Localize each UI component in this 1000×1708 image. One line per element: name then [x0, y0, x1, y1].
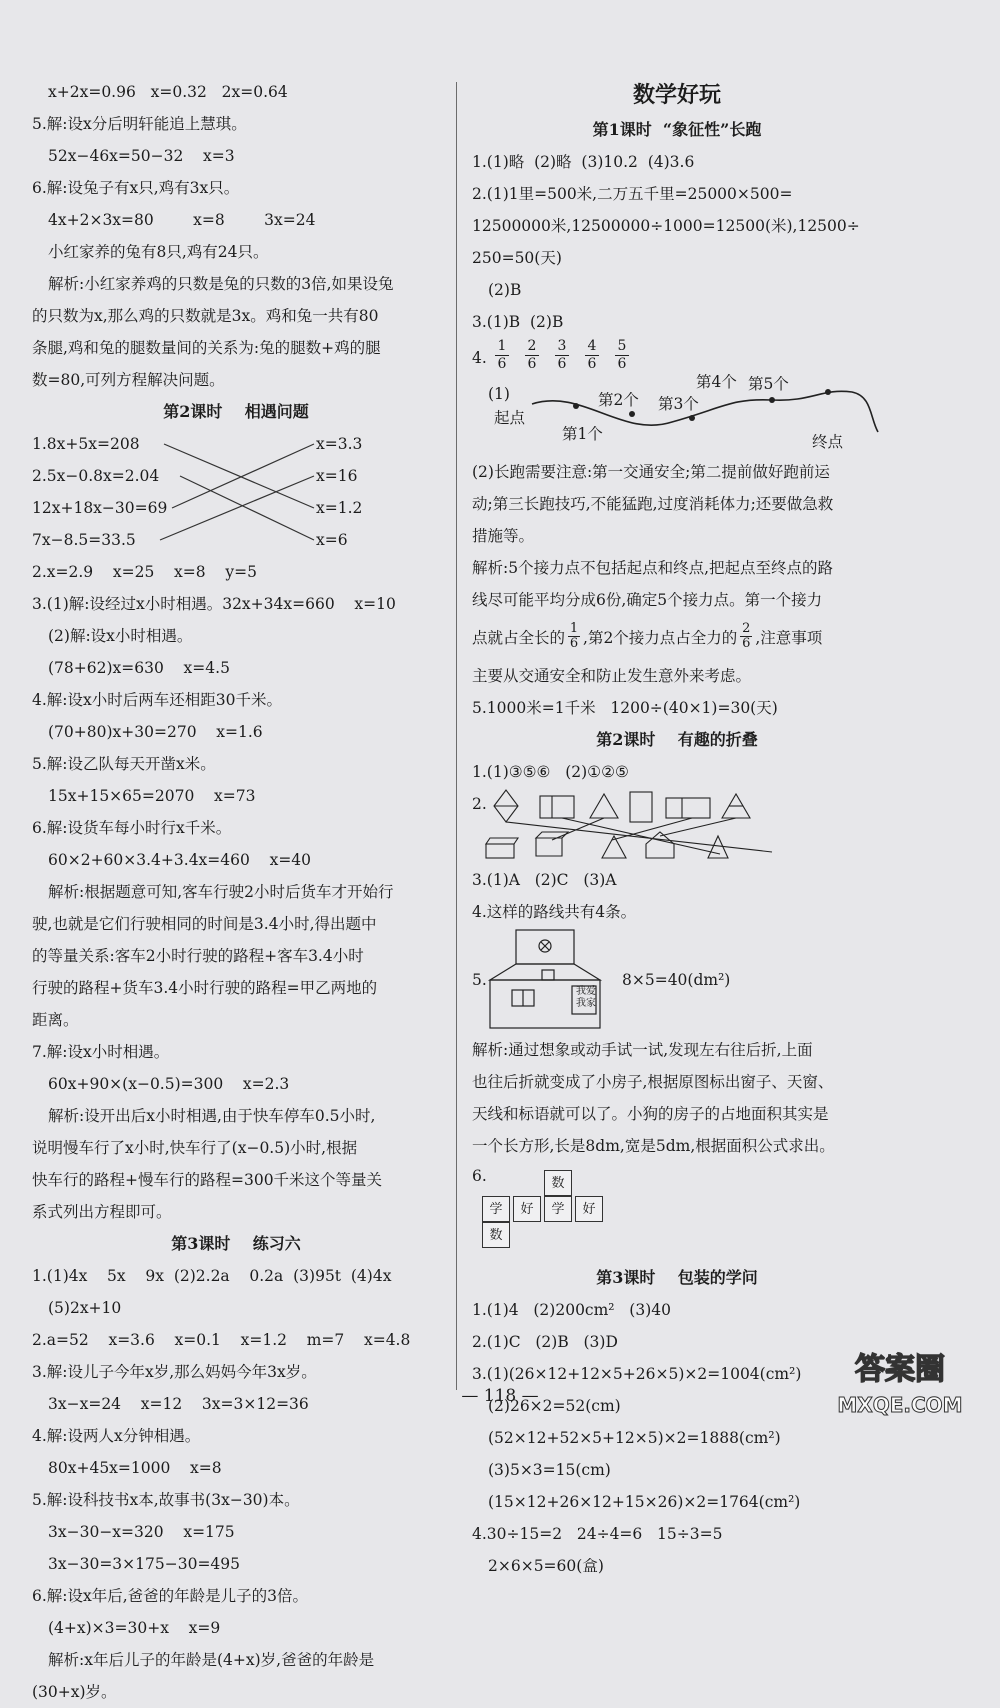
text-line: (3)5×3=15(cm)	[488, 1461, 611, 1479]
route-point-label: 第3个	[658, 395, 699, 413]
fraction	[554, 338, 570, 373]
fraction	[584, 338, 600, 373]
text-line: 80x+45x=1000 x=8	[48, 1459, 222, 1477]
text-line: 2.x=2.9 x=25 x=8 y=5	[32, 563, 257, 581]
route-point-3	[689, 415, 695, 421]
route-point-4	[769, 397, 775, 403]
fraction-numerator: 1	[569, 621, 579, 636]
text-segment: ,第2个接力点占全力的	[583, 628, 738, 647]
text-line: 解析:x年后儿子的年龄是(4+x)岁,爸爸的年龄是	[48, 1651, 375, 1669]
text-line: 52x−46x=50−32 x=3	[48, 147, 235, 165]
text-line: 4.这样的路线共有4条。	[472, 903, 637, 921]
text-line: 15x+15×65=2070 x=73	[48, 787, 256, 805]
text-line: 3x−30=3×175−30=495	[48, 1555, 241, 1573]
text-line: 12500000米,12500000÷1000=12500(米),12500÷	[472, 217, 860, 235]
text-line: 数=80,可列方程解决问题。	[32, 371, 225, 389]
text-line: 的等量关系:客车2小时行驶的路程+客车3.4小时	[32, 947, 364, 965]
text-line: 6.解:设兔子有x只,鸡有3x只。	[32, 179, 240, 197]
page-number: — 118 —	[461, 1386, 539, 1406]
fraction-denominator: 6	[617, 356, 627, 372]
text-line: 1.(1)4 (2)200cm² (3)40	[472, 1301, 671, 1319]
fraction-denominator: 6	[527, 356, 537, 372]
text-line: 7.解:设x小时相遇。	[32, 1043, 170, 1061]
text-line: x+2x=0.96 x=0.32 2x=0.64	[48, 83, 288, 101]
fraction-numerator: 3	[557, 338, 567, 354]
text-line: 3.解:设儿子今年x岁,那么妈妈今年3x岁。	[32, 1363, 317, 1381]
text-line: (5)2x+10	[48, 1299, 122, 1317]
text-line: 3.(1)解:设经过x小时相遇。32x+34x=660 x=10	[32, 595, 396, 613]
match-right-1: x=3.3	[316, 435, 363, 453]
text-line: 4.解:设x小时后两车还相距30千米。	[32, 691, 282, 709]
fraction	[568, 622, 580, 651]
text-line: 3x−30−x=320 x=175	[48, 1523, 235, 1541]
net-cell: 数	[482, 1222, 510, 1248]
fraction	[524, 338, 540, 373]
question-number: 2.	[472, 795, 487, 813]
net-cell: 学	[544, 1196, 572, 1222]
text-line: (70+80)x+30=270 x=1.6	[48, 723, 263, 741]
text-line: 5.解:设科技书x本,故事书(3x−30)本。	[32, 1491, 300, 1509]
text-line: (2)B	[488, 281, 522, 299]
match-right-4: x=6	[316, 531, 348, 549]
text-line: 4.解:设两人x分钟相遇。	[32, 1427, 201, 1445]
text-line: (2)长跑需要注意:第一交通安全;第二提前做好跑前运	[472, 463, 830, 481]
text-line: 2.(1)C (2)B (3)D	[472, 1333, 618, 1351]
route-figure	[472, 373, 882, 456]
text-line: 天线和标语就可以了。小狗的房子的占地面积其实是	[472, 1105, 829, 1123]
text-line: 4x+2×3x=80 x=8 3x=24	[48, 211, 316, 229]
text-line: 解析:5个接力点不包括起点和终点,把起点至终点的路	[472, 559, 834, 577]
text-line: 一个长方形,长是8dm,宽是5dm,根据面积公式求出。	[472, 1137, 835, 1155]
route-point-label: 第5个	[748, 375, 789, 393]
text-line: 线尽可能平均分成6份,确定5个接力点。第一个接力	[472, 591, 823, 609]
left-column	[32, 76, 440, 1708]
chapter-title: 数学好玩	[632, 82, 721, 108]
text-line: 60x+90×(x−0.5)=300 x=2.3	[48, 1075, 290, 1093]
text-line: 4.30÷15=2 24÷4=6 15÷3=5	[472, 1525, 723, 1543]
house-drawing	[488, 928, 628, 1034]
text-line: 3x−x=24 x=12 3x=3×12=36	[48, 1395, 309, 1413]
fraction-text-line	[472, 616, 882, 660]
fraction	[494, 338, 510, 373]
text-line: 6.解:设货车每小时行x千米。	[32, 819, 232, 837]
text-line: 解析:通过想象或动手试一试,发现左右往后折,上面	[472, 1041, 813, 1059]
house-sign-text: 我爱我家	[576, 986, 596, 1009]
question-number: 5.	[472, 971, 487, 989]
matching-figure	[32, 428, 440, 556]
match-left-2: 2.5x−0.8x=2.04	[32, 467, 160, 485]
match-left-1: 1.8x+5x=208	[32, 435, 140, 453]
net-cell: 好	[513, 1196, 541, 1222]
text-line: (78+62)x=630 x=4.5	[48, 659, 230, 677]
fraction-numerator: 2	[742, 621, 751, 636]
text-line: 也往后折就变成了小房子,根据原图标出窗子、天窗、	[472, 1073, 834, 1091]
text-line: 动;第三长跑技巧,不能猛跑,过度消耗体力;还要做急救	[472, 495, 834, 513]
text-line: 行驶的路程+货车3.4小时行驶的路程=甲乙两地的	[32, 979, 378, 997]
column-divider	[456, 82, 457, 1390]
section-title: 第1课时 “象征性”长跑	[592, 120, 762, 139]
fraction-numerator: 2	[527, 338, 537, 354]
question-number: 6.	[472, 1167, 487, 1185]
section-title: 第3课时 包装的学问	[596, 1268, 758, 1287]
text-line: 3.(1)B (2)B	[472, 313, 564, 331]
area-equation: 8×5=40(dm²)	[622, 971, 731, 989]
folding-figure	[472, 788, 882, 864]
fraction-numerator: 1	[497, 338, 507, 354]
house-figure	[472, 928, 882, 1034]
text-line: 3.(1)(26×12+12×5+26×5)×2=1004(cm²)	[472, 1365, 802, 1383]
text-line: (4+x)×3=30+x x=9	[48, 1619, 221, 1637]
match-left-4: 7x−8.5=33.5	[32, 531, 136, 549]
fractions-row	[472, 338, 882, 378]
text-line: 2×6×5=60(盒)	[488, 1557, 604, 1575]
text-line: 距离。	[32, 1011, 79, 1029]
net-cell: 学	[482, 1196, 510, 1222]
match-right-3: x=1.2	[316, 499, 363, 517]
text-line: 小红家养的兔有8只,鸡有24只。	[48, 243, 269, 261]
fraction-numerator: 5	[617, 338, 627, 354]
sub-label: (1)	[488, 385, 510, 403]
matching-lines	[32, 428, 440, 556]
fraction-denominator: 6	[742, 636, 751, 651]
text-line: 主要从交通安全和防止发生意外来考虑。	[472, 667, 752, 685]
cube-net-figure	[472, 1162, 882, 1262]
watermark-logo	[820, 1348, 980, 1428]
text-line: 250=50(天)	[472, 249, 562, 267]
text-line: 条腿,鸡和兔的腿数量间的关系为:兔的腿数+鸡的腿	[32, 339, 381, 357]
route-point-2	[629, 411, 635, 417]
text-line: (52×12+52×5+12×5)×2=1888(cm²)	[488, 1429, 781, 1447]
text-line: 的只数为x,那么鸡的只数就是3x。鸡和兔一共有80	[32, 307, 379, 325]
text-line: 6.解:设x年后,爸爸的年龄是儿子的3倍。	[32, 1587, 309, 1605]
text-line: 1.(1)4x 5x 9x (2)2.2a 0.2a (3)95t (4)4x	[32, 1267, 392, 1285]
text-line: 5.解:设x分后明轩能追上慧琪。	[32, 115, 247, 133]
text-line: 3.(1)A (2)C (3)A	[472, 871, 617, 889]
route-point-label: 第2个	[598, 391, 639, 409]
text-line: (30+x)岁。	[32, 1683, 117, 1701]
text-line: (2)26×2=52(cm)	[488, 1397, 621, 1415]
watermark-url: MXQE.COM	[837, 1393, 963, 1417]
fraction-denominator: 6	[569, 636, 579, 651]
net-cell: 数	[544, 1170, 572, 1196]
fraction-denominator: 6	[497, 356, 507, 372]
text-segment: 点就占全长的	[472, 628, 566, 647]
fraction-numerator: 4	[587, 338, 597, 354]
net-cell: 好	[575, 1196, 603, 1222]
match-right-2: x=16	[316, 467, 358, 485]
fraction	[740, 622, 752, 651]
fraction-denominator: 6	[557, 356, 567, 372]
route-start-label: 起点	[494, 409, 526, 427]
route-end-label: 终点	[812, 433, 844, 451]
folding-shapes	[472, 788, 872, 864]
text-line: 解析:根据题意可知,客车行驶2小时后货车才开始行	[48, 883, 394, 901]
route-point-label: 第1个	[562, 425, 603, 443]
text-line: 解析:小红家养鸡的只数是兔的只数的3倍,如果设兔	[48, 275, 394, 293]
text-line: 5.解:设乙队每天开凿x米。	[32, 755, 216, 773]
text-line: 快车行的路程+慢车行的路程=300千米这个等量关	[32, 1171, 383, 1189]
text-line: 5.1000米=1千米 1200÷(40×1)=30(天)	[472, 699, 778, 717]
question-number: 4.	[472, 349, 487, 367]
text-line: 60×2+60×3.4+3.4x=460 x=40	[48, 851, 312, 869]
watermark-title: 答案圈	[855, 1352, 945, 1387]
route-point-5	[825, 389, 831, 395]
text-line: 2.a=52 x=3.6 x=0.1 x=1.2 m=7 x=4.8	[32, 1331, 411, 1349]
section-title: 第2课时 相遇问题	[163, 402, 309, 421]
section-title: 第3课时 练习六	[171, 1234, 301, 1253]
text-line: 系式列出方程即可。	[32, 1203, 172, 1221]
text-line: 驶,也就是它们行驶相同的时间是3.4小时,得出题中	[32, 915, 377, 933]
text-line: 解析:设开出后x小时相遇,由于快车停车0.5小时,	[48, 1107, 376, 1125]
route-point-label: 第4个	[696, 373, 737, 391]
text-line: 1.(1)略 (2)略 (3)10.2 (4)3.6	[472, 153, 695, 171]
fraction	[614, 338, 630, 373]
text-line: (2)解:设x小时相遇。	[48, 627, 193, 645]
text-line: 2.(1)1里=500米,二万五千里=25000×500=	[472, 185, 793, 203]
text-line: 说明慢车行了x小时,快车行了(x−0.5)小时,根据	[32, 1139, 358, 1157]
fraction-denominator: 6	[587, 356, 597, 372]
text-line: 1.(1)③⑤⑥ (2)①②⑤	[472, 763, 629, 781]
section-title: 第2课时 有趣的折叠	[596, 730, 758, 749]
text-line: 措施等。	[472, 527, 535, 545]
text-line: (15×12+26×12+15×26)×2=1764(cm²)	[488, 1493, 801, 1511]
route-point-1	[573, 403, 579, 409]
text-segment: ,注意事项	[755, 628, 823, 647]
match-left-3: 12x+18x−30=69	[32, 499, 168, 517]
